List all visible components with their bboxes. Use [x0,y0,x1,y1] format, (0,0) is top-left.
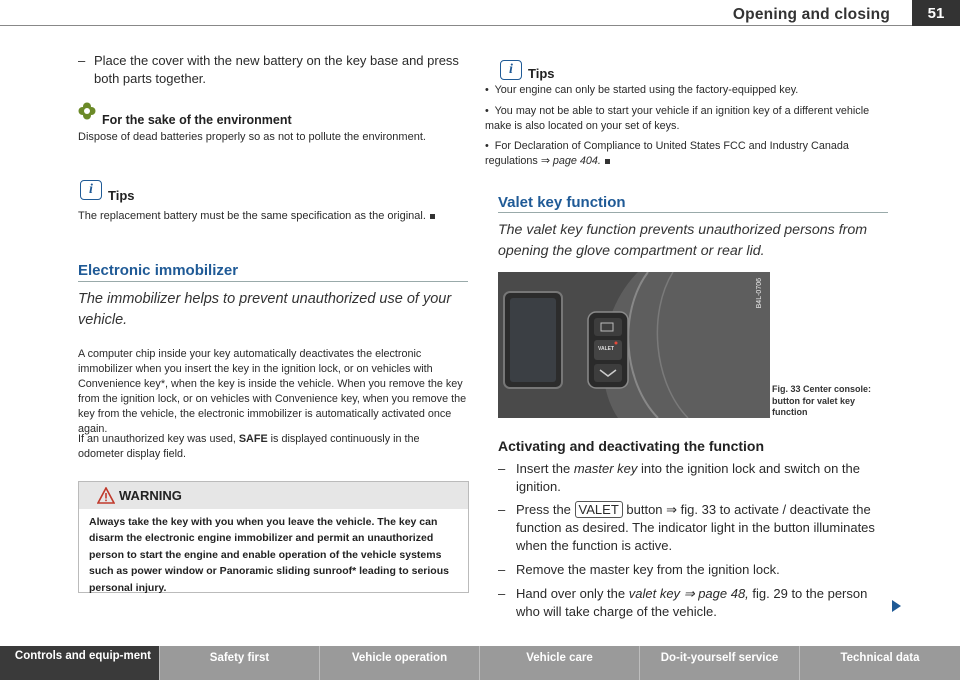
battery-step [78,52,470,88]
end-square-icon [430,214,435,219]
ref-arrow: ⇒ [540,155,550,167]
bullet-dot: • [485,105,489,117]
warning-icon [97,487,115,504]
tab-safety-first[interactable]: Safety first [160,646,320,680]
activating-heading: Activating and deactivating the function [498,438,765,454]
dash-bullet: – [78,53,86,68]
warning-heading: WARNING [119,488,182,503]
activating-step1 [498,460,890,496]
section-rule [498,212,888,213]
step4-text [498,585,890,621]
tab-vehicle-care[interactable]: Vehicle care [480,646,640,680]
immobilizer-para2 [78,432,468,462]
activating-step3 [498,561,890,579]
activating-step4 [498,585,890,621]
environment-text: Dispose of dead batteries properly so as not to pollute the environment. [78,131,426,143]
step3-text: Remove the master key from the ignition lock. [516,562,780,577]
step4-a: Hand over only the [516,586,626,601]
section-rule [78,281,468,282]
section-title: Opening and closing [732,6,890,23]
warning-text: Always take the key with you when you leave the vehicle. The key can disarm the electronic engine immobilizer and permit an unauthorized person to start the engine and enable operation of the vehicle systems such as power window or Panoramic sliding sunroof* leading to serious personal injury. [89,516,449,594]
figure-caption: Fig. 33 Center console: button for valet key function [772,384,872,417]
environment-heading: For the sake of the environment [102,113,292,127]
page-number: 51 [912,0,960,26]
tab-controls-equipment[interactable]: Controls and equip-ment [0,646,160,680]
valet-heading: Valet key function [498,194,626,211]
step1-em: master key [573,461,638,476]
step1-a: Insert the [516,461,571,476]
warning-box [78,481,469,593]
bullet-dot: • [485,140,489,152]
tab-technical-data[interactable]: Technical data [840,652,920,664]
tips-text-content: The replacement battery must be the same specification as the original. [78,210,426,222]
activating-step2 [498,501,890,555]
step1-text [498,460,890,496]
immobilizer-lead: The immobilizer helps to prevent unauthorized use of your vehicle. [78,291,452,328]
battery-step-text: Place the cover with the new battery on the key base and press both parts together. [94,53,459,86]
step1-b: into the ignition lock and switch on the ignition. [516,461,860,494]
tips-heading: Tips [108,188,135,203]
continue-arrow-icon [892,600,901,612]
footer-nav [0,646,960,680]
tips2-item3 [485,139,890,169]
immobilizer-heading: Electronic immobilizer [78,262,239,279]
valet-key-label: VALET [575,501,623,518]
figure-code: B4L-0706 [756,278,763,309]
valet-button-label: VALET [598,346,615,352]
tips2-item1 [485,83,890,98]
dash-bullet: – [498,461,506,476]
step2-text [498,501,890,555]
end-square-icon [605,159,610,164]
para2-prefix: If an unauthorized key was used, [78,433,236,445]
console-illustration [498,272,770,418]
tab-do-it-yourself[interactable]: Do-it-yourself service [640,646,800,680]
step2-a: Press the [516,502,571,517]
immobilizer-para1: A computer chip inside your key automatically deactivates the electronic immobilizer when you insert the key in the ignition lock, or on vehicles with Convenience key*, when the key is inside the vehicle. When you remove the key from the ignition lock, or on vehicles with Convenience key, when you remove the key from the vehicle, the electronic immobilizer is automatically activated once again. [78,348,467,435]
valet-lead: The valet key function prevents unauthorized persons from opening the glove compartment or rear lid. [498,222,868,259]
step2-b: button ⇒ fig. 33 to activate / deactivate the function as desired. The indicator light in the button illuminates when the function is active. [516,502,875,553]
step4-b: fig. 29 to the person who will take charge of the vehicle. [516,586,868,619]
dash-bullet: – [498,586,506,601]
step4-em: valet key [628,586,681,601]
header-rule [0,25,912,26]
tips2-item2-text: You may not be able to start your vehicle if an ignition key of a different vehicle make is also located on your set of keys. [485,105,870,132]
dash-bullet: – [498,502,506,517]
tips-text [78,209,450,224]
warning-header [79,482,468,509]
info-icon: i [80,180,102,200]
tips2-heading: Tips [528,66,555,81]
center-console-figure [498,272,770,418]
tab-vehicle-operation[interactable]: Vehicle operation [320,646,480,680]
tips2-item1-text: Your engine can only be started using the factory-equipped key. [494,84,799,96]
info-icon-2: i [500,60,522,80]
bullet-dot: • [485,84,489,96]
page-ref-link[interactable]: page 404. [552,155,601,167]
step4-ref-link[interactable]: ⇒ page 48, [683,586,749,601]
para2-suffix: is displayed continuously in the odometer display field. [78,433,420,460]
tips2-item2 [485,104,890,134]
tips2-item3-text: For Declaration of Compliance to United States FCC and Industry Canada regulations [485,140,849,167]
safe-label: SAFE [238,433,268,445]
dash-bullet: – [498,562,506,577]
environment-icon [78,102,96,120]
